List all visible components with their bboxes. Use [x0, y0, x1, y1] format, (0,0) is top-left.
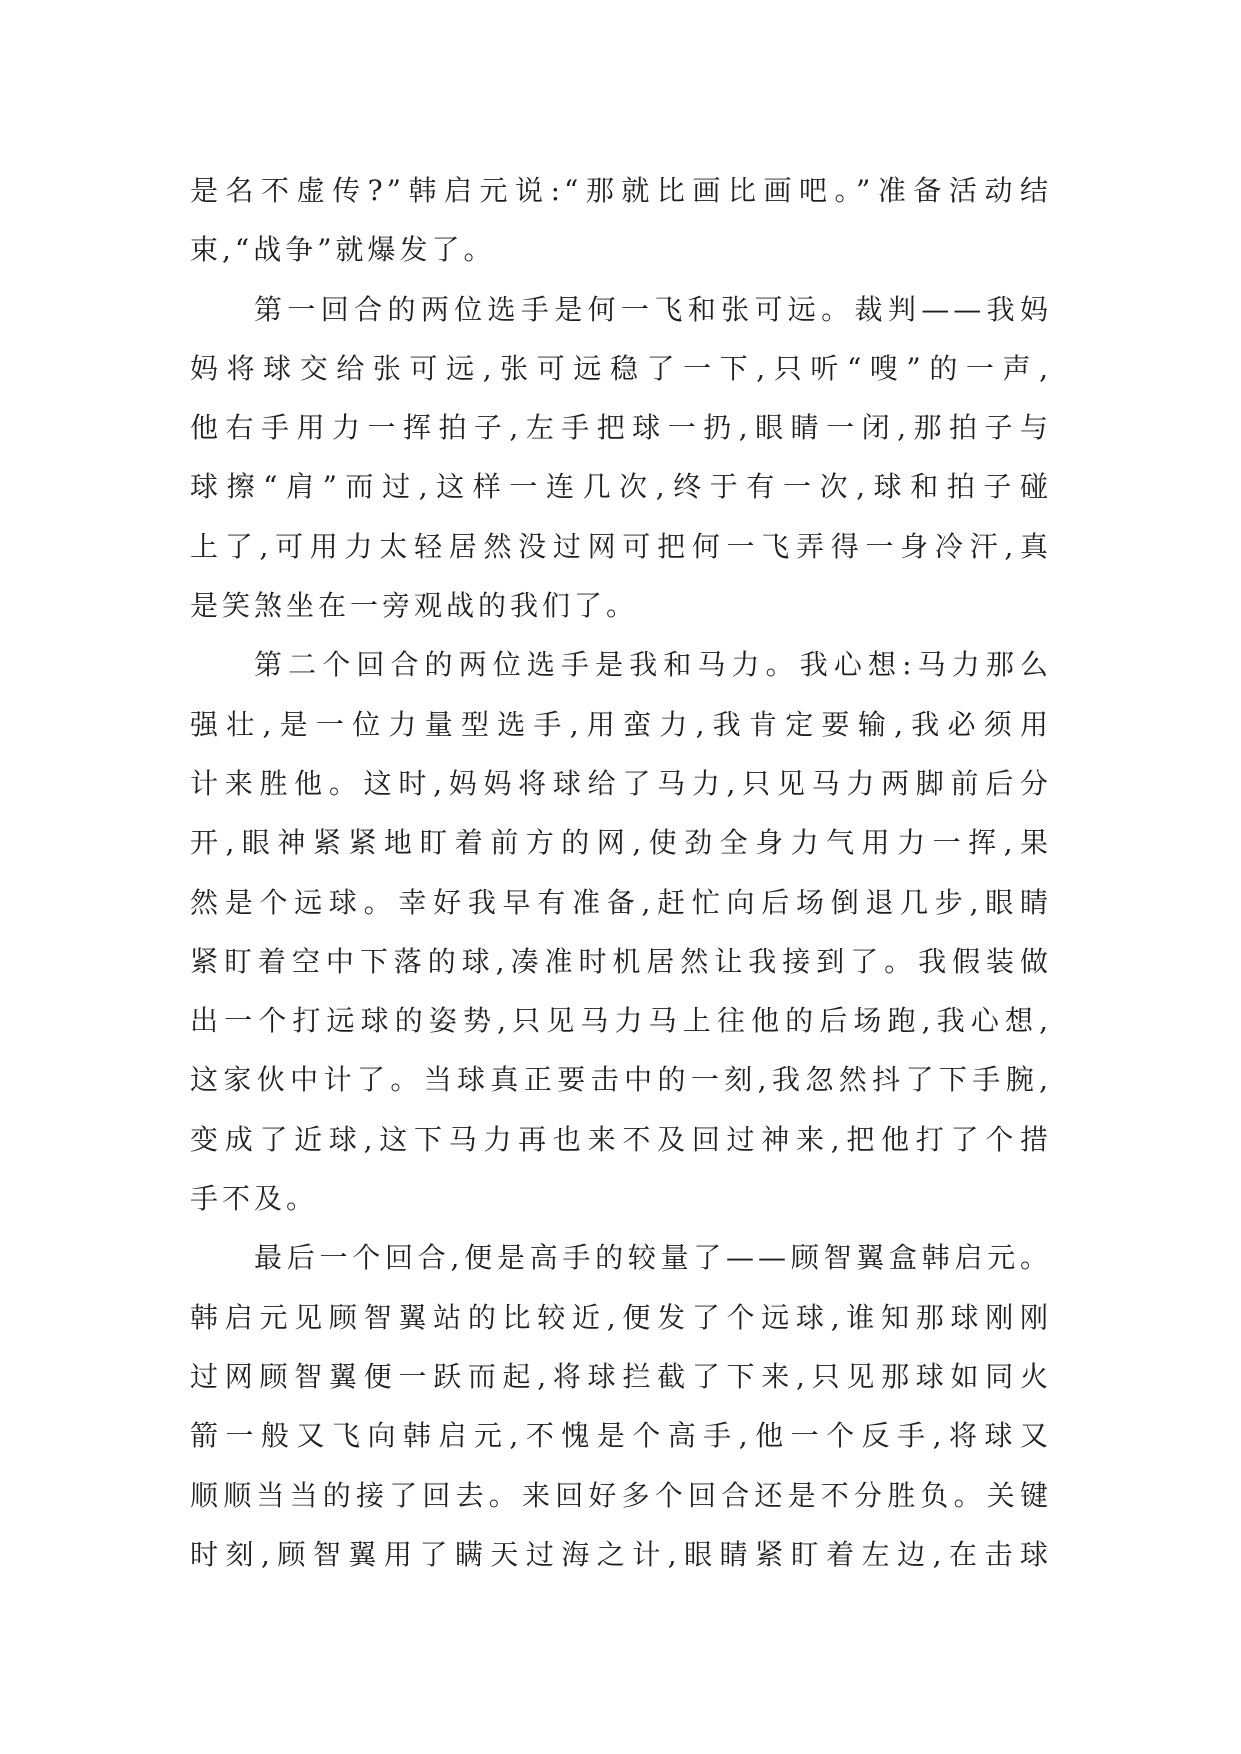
paragraph	[190, 635, 1052, 1228]
paragraph	[190, 1228, 1052, 1584]
text-line: 时刻,顾智翼用了瞒天过海之计,眼睛紧盯着左边,在击球	[190, 1537, 1052, 1571]
text-line: 他右手用力一挥拍子,左手把球一扔,眼睛一闭,那拍子与	[190, 411, 1052, 445]
text-line: 这家伙中计了。当球真正要击中的一刻,我忽然抖了下手腕,	[190, 1063, 1052, 1097]
text-line: 箭一般又飞向韩启元,不愧是个高手,他一个反手,将球又	[190, 1419, 1052, 1453]
text-line: 球擦“肩”而过,这样一连几次,终于有一次,球和拍子碰	[190, 470, 1052, 504]
text-line: 是笑煞坐在一旁观战的我们了。	[190, 589, 639, 623]
paragraph	[190, 161, 1052, 280]
text-line: 上了,可用力太轻居然没过网可把何一飞弄得一身冷汗,真	[190, 529, 1052, 563]
text-line: 束,“战争”就爆发了。	[190, 233, 496, 267]
text-line: 手不及。	[190, 1182, 319, 1216]
text-line: 韩启元见顾智翼站的比较近,便发了个远球,谁知那球刚刚	[190, 1300, 1052, 1334]
text-line: 第一回合的两位选手是何一飞和张可远。裁判——我妈	[254, 292, 1052, 326]
text-line: 最后一个回合,便是高手的较量了——顾智翼盒韩启元。	[254, 1241, 1052, 1275]
text-line: 过网顾智翼便一跃而起,将球拦截了下来,只见那球如同火	[190, 1359, 1052, 1393]
document-body	[190, 161, 1052, 1584]
text-line: 然是个远球。幸好我早有准备,赶忙向后场倒退几步,眼睛	[190, 885, 1052, 919]
text-line: 是名不虚传?”韩启元说:“那就比画比画吧。”准备活动结	[190, 174, 1052, 207]
text-line: 计来胜他。这时,妈妈将球给了马力,只见马力两脚前后分	[190, 766, 1052, 800]
text-line: 顺顺当当的接了回去。来回好多个回合还是不分胜负。关键	[190, 1478, 1052, 1512]
text-line: 开,眼神紧紧地盯着前方的网,使劲全身力气用力一挥,果	[190, 826, 1052, 860]
paragraph	[190, 280, 1052, 636]
text-line: 第二个回合的两位选手是我和马力。我心想:马力那么	[254, 648, 1052, 682]
text-line: 妈将球交给张可远,张可远稳了一下,只听“嗖”的一声,	[190, 351, 1052, 385]
text-line: 紧盯着空中下落的球,凑准时机居然让我接到了。我假装做	[190, 944, 1052, 978]
text-line: 出一个打远球的姿势,只见马力马上往他的后场跑,我心想,	[190, 1004, 1052, 1038]
text-line: 变成了近球,这下马力再也来不及回过神来,把他打了个措	[190, 1122, 1052, 1156]
text-line: 强壮,是一位力量型选手,用蛮力,我肯定要输,我必须用	[190, 707, 1052, 741]
